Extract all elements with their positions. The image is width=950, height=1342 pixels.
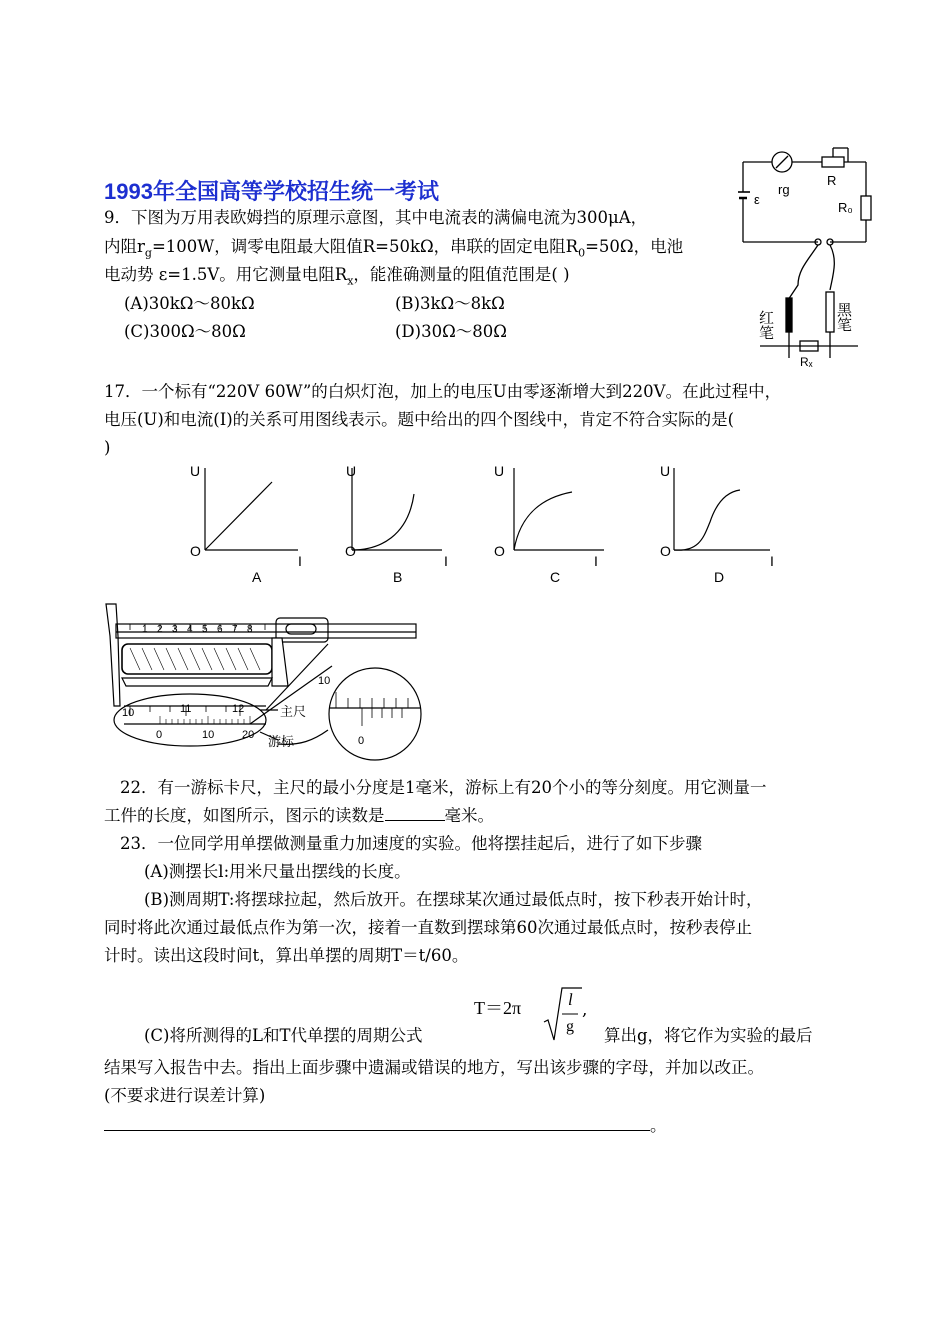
q9-sub-g: g [144,246,152,260]
graph-d-curve [674,490,740,550]
q23-step-c2: 结果写入报告中去。指出上面步骤中遗漏或错误的地方，写出该步骤的字母，并加以改正。 [104,1058,764,1077]
graph-c-label: C [550,569,561,585]
q23-answer-line[interactable] [104,1130,650,1131]
q9-option-d: (D)30Ω～80Ω [395,322,507,341]
q23-step-a: (A)测摆长l:用米尺量出摆线的长度。 [144,862,411,881]
main-scale-6: 6 [217,624,223,635]
graph-a-o: O [190,543,201,559]
detail-vernier-0: 0 [156,729,163,741]
graph-a-i: I [298,553,302,569]
q23-step-c-a: (C)将所测得的L和T代单摆的周期公式 [144,1026,423,1045]
formula-numerator: l [568,990,573,1009]
pendulum-formula [470,986,600,1046]
graph-d-label: D [714,569,725,585]
q23-step-c3: (不要求进行误差计算) [104,1086,266,1105]
graph-b-i: I [444,553,448,569]
formula-denominator: g [566,1018,574,1035]
main-scale-1: 1 [142,624,148,635]
graph-b-label: B [393,569,403,585]
detail-vernier-ticks [160,716,250,724]
graph-c-o: O [494,543,505,559]
q23-end-mark: 。 [650,1116,667,1135]
vernier-label: 游标 [268,735,295,750]
q9-line3-text: 电动势 ε=1.5V。用它测量电阻R [104,265,348,284]
page-title: 1993年全国高等学校招生统一考试 [104,179,439,204]
q9-line1: 9．下图为万用表欧姆挡的原理示意图，其中电流表的满偏电流为300μA， [104,208,648,227]
q9-line2-rest: =100W，调零电阻最大阻值R=50kΩ，串联的固定电阻R [151,237,579,256]
q23-step-b1: (B)测周期T:将摆球拉起，然后放开。在摆球某次通过最低点时，按下秒表开始计时， [144,890,763,909]
graph-b-o: O [345,543,356,559]
q22-line2-b: 毫米。 [444,806,494,825]
q9-sub-x: x [347,274,354,288]
graph-a-u: U [190,463,201,479]
main-scale-8: 8 [247,624,253,635]
detail-vernier-10: 10 [202,729,215,741]
vernier-caliper-figure [100,596,440,766]
ui-graphs [180,456,800,591]
main-scale-2: 2 [157,624,163,635]
main-scale-4: 4 [187,624,193,635]
formula-comma: , [582,1000,588,1020]
zoom-label-10: 10 [318,675,331,687]
main-scale-5: 5 [202,624,208,635]
q22-answer-blank[interactable] [385,819,445,821]
r0-resistor-icon [861,196,871,220]
r-label: R [827,173,837,188]
red-pen-label: 红笔 [757,310,775,340]
q23-step-b2: 同时将此次通过最低点作为第一次，接着一直数到摆球第60次通过最低点时，按秒表停止 [104,918,752,937]
zoom-main-ticks [336,692,408,708]
main-scale-ticks [130,624,265,630]
emf-label: ε [754,192,760,207]
graph-c-i: I [594,553,598,569]
q17-line3: ) [104,438,111,457]
q17-line1: 17．一个标有“220V 60W”的白炽灯泡，加上的电压U由零逐渐增大到220V。在此过程中， [104,382,782,401]
rx-label: Rₓ [800,355,813,369]
q9-line3 [104,265,570,291]
rheostat-icon [822,157,844,167]
graph-a-curve [205,482,272,550]
main-scale-7: 7 [232,624,238,635]
q9-sub-0: 0 [578,246,586,260]
detail-main-11: 11 [180,703,192,715]
ohmmeter-circuit-diagram [738,140,878,370]
graph-c-u: U [494,463,505,479]
main-scale-label: 主尺 [280,705,307,720]
q22-line2-a: 工件的长度，如图所示，图示的读数是 [104,806,385,825]
detail-main-12: 12 [232,703,245,715]
sqrt-icon [542,986,582,1044]
detail-main-10: 10 [122,707,135,719]
main-scale-3: 3 [172,624,178,635]
q9-line2 [104,237,683,263]
q22-line2 [104,806,494,826]
q23-step-c-b: 算出g，将它作为实验的最后 [604,1026,813,1045]
q22-line1: 22．有一游标卡尺，主尺的最小分度是1毫米，游标上有20个小的等分刻度。用它测量一 [120,778,767,797]
q23-step-b3: 计时。读出这段时间t，算出单摆的周期T＝t/60。 [104,946,469,965]
q9-option-b: (B)3kΩ～8kΩ [395,294,505,313]
graph-b-u: U [346,463,357,479]
graph-a-label: A [252,569,262,585]
graph-c-curve [514,492,572,550]
graph-d-u: U [660,463,671,479]
graph-d-i: I [770,553,774,569]
zoom-label-0: 0 [358,735,365,747]
q23-line1: 23．一位同学用单摆做测量重力加速度的实验。他将摆挂起后，进行了如下步骤 [120,834,702,853]
q9-line2-text: 内阻r [104,237,145,256]
q9-line2-end: =50Ω，电池 [585,237,684,256]
q9-option-c: (C)300Ω～80Ω [124,322,246,341]
q9-option-a: (A)30kΩ～80kΩ [124,294,255,313]
rg-label: rg [778,182,790,197]
q9-line3-end: ，能准确测量的阻值范围是( ) [353,265,570,284]
zoom-vernier-ticks [362,708,402,726]
q17-line2: 电压(U)和电流(I)的关系可用图线表示。题中给出的四个图线中，肯定不符合实际的是( [104,410,735,429]
formula-lhs: T＝2π [474,998,522,1018]
black-pen-label: 黑笔 [835,302,853,332]
graph-b-curve [352,494,414,550]
r0-label: R₀ [838,200,853,215]
graph-d-o: O [660,543,671,559]
detail-vernier-20: 20 [242,729,255,741]
